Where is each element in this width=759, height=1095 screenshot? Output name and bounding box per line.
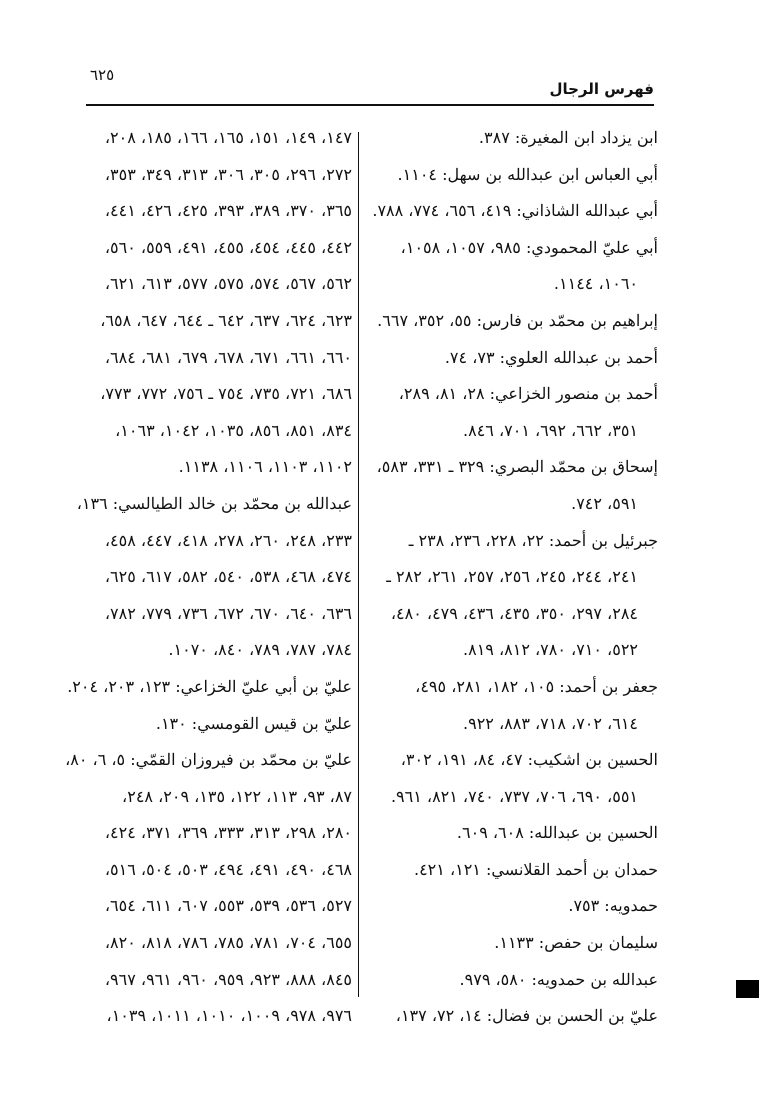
index-entry-line: ٧٨٤، ٧٨٧، ٧٨٩، ٨٤٠، ١٠٧٠. (168, 640, 352, 660)
index-entry-line: ٥٩١، ٧٤٢. (571, 493, 638, 513)
column-divider (358, 132, 359, 997)
index-entry-line: جعفر بن أحمد: ١٠٥، ١٨٢، ٢٨١، ٤٩٥، (415, 676, 658, 696)
index-entry-line: ٦٣٦، ٦٤٠، ٦٧٠، ٦٧٢، ٧٣٦، ٧٧٩، ٧٨٢، (104, 603, 352, 623)
index-entry-line: ٤٦٨، ٤٩٠، ٤٩١، ٤٩٤، ٥٠٣، ٥٠٤، ٥١٦، (104, 859, 352, 879)
index-entry-line: أبي العباس ابن عبدالله بن سهل: ١١٠٤. (397, 164, 658, 184)
index-entry-line: ٦٨٦، ٧٢١، ٧٣٥، ٧٥٤ ـ ٧٥٦، ٧٧٢، ٧٧٣، (100, 384, 352, 404)
index-entry-line: ٩٧٦، ٩٧٨، ١٠٠٩، ١٠١٠، ١٠١١، ١٠٣٩، (106, 1006, 352, 1026)
index-entry-line: ١٠٦٠، ١١٤٤. (553, 274, 638, 294)
index-column-right (366, 120, 658, 1035)
running-title: فهرس الرجال (549, 80, 654, 98)
index-entry-line: ٣٥١، ٦٦٢، ٦٩٢، ٧٠١، ٨٤٦. (463, 420, 638, 440)
page-header (86, 62, 654, 102)
index-entry-line: أحمد بن منصور الخزاعي: ٢٨، ٨١، ٢٨٩، (398, 384, 658, 404)
index-entry-line: عليّ بن قيس القومسي: ١٣٠. (155, 713, 352, 733)
index-entry-line: ٢٤١، ٢٤٤، ٢٤٥، ٢٥٦، ٢٥٧، ٢٦١، ٢٨٢ ـ (386, 567, 638, 587)
index-entry-line: ٢٨٤، ٢٩٧، ٣٥٠، ٤٣٥، ٤٣٦، ٤٧٩، ٤٨٠، (390, 603, 638, 623)
index-entry-line: عبدالله بن حمدويه: ٥٨٠، ٩٧٩. (459, 969, 658, 989)
index-entry-line: ٨٧، ٩٣، ١١٣، ١٢٢، ١٣٥، ٢٠٩، ٢٤٨، (122, 786, 352, 806)
index-entry-line: ٦٦٠، ٦٦١، ٦٧١، ٦٧٨، ٦٧٩، ٦٨١، ٦٨٤، (104, 347, 352, 367)
index-entry-line: ٨٤٥، ٨٨٨، ٩٢٣، ٩٥٩، ٩٦٠، ٩٦١، ٩٦٧، (104, 969, 352, 989)
index-column-left (65, 120, 352, 1035)
index-entry-line: ٤٤٢، ٤٤٥، ٤٥٤، ٤٥٥، ٤٩١، ٥٥٩، ٥٦٠، (104, 237, 352, 257)
index-entry-line: إسحاق بن محمّد البصري: ٣٢٩ ـ ٣٣١، ٥٨٣، (376, 457, 658, 477)
index-entry-line: عليّ بن أبي عليّ الخزاعي: ١٢٣، ٢٠٣، ٢٠٤. (67, 676, 352, 696)
index-entry-line: ٦٢٣، ٦٢٤، ٦٣٧، ٦٤٢ ـ ٦٤٤، ٦٤٧، ٦٥٨، (100, 310, 352, 330)
index-entry-line: ٣٦٥، ٣٧٠، ٣٨٩، ٣٩٣، ٤٢٥، ٤٢٦، ٤٤١، (104, 201, 352, 221)
index-entry-line: أبي عليّ المحمودي: ٩٨٥، ١٠٥٧، ١٠٥٨، (400, 237, 658, 257)
index-entry-line: عليّ بن محمّد بن فيروزان القمّي: ٥، ٦، ٨٠، (65, 750, 352, 770)
index-entry-line: عليّ بن الحسن بن فضال: ١٤، ٧٢، ١٣٧، (395, 1006, 658, 1026)
index-entry-line: ٤٧٤، ٤٦٨، ٥٣٨، ٥٤٠، ٥٨٢، ٦١٧، ٦٢٥، (104, 567, 352, 587)
index-entry-line: ٥٥١، ٦٩٠، ٧٠٦، ٧٣٧، ٧٤٠، ٨٢١، ٩٦١. (390, 786, 638, 806)
index-entry-line: ٢٧٢، ٢٩٦، ٣٠٥، ٣٠٦، ٣١٣، ٣٤٩، ٣٥٣، (104, 164, 352, 184)
index-entry-line: سليمان بن حفص: ١١٣٣. (494, 933, 658, 953)
index-entry-line: الحسين بن عبدالله: ٦٠٨، ٦٠٩. (456, 823, 658, 843)
page-number: ٦٢٥ (90, 66, 115, 84)
index-entry-line: الحسين بن اشكيب: ٤٧، ٨٤، ١٩١، ٣٠٢، (400, 750, 658, 770)
index-entry-line: إبراهيم بن محمّد بن فارس: ٥٥، ٣٥٢، ٦٦٧. (377, 310, 658, 330)
index-entry-line: ٥٢٧، ٥٣٦، ٥٣٩، ٥٥٣، ٦٠٧، ٦١١، ٦٥٤، (104, 896, 352, 916)
index-entry-line: ٦١٤، ٧٠٢، ٧١٨، ٨٨٣، ٩٢٢. (463, 713, 638, 733)
index-entry-line: عبدالله بن محمّد بن خالد الطيالسي: ١٣٦، (76, 493, 352, 513)
index-entry-line: ٢٨٠، ٢٩٨، ٣١٣، ٣٣٣، ٣٦٩، ٣٧١، ٤٢٤، (104, 823, 352, 843)
index-entry-line: ابن يزداد ابن المغيرة: ٣٨٧. (478, 128, 658, 147)
index-entry-line: ٥٦٢، ٥٦٧، ٥٧٤، ٥٧٥، ٥٧٧، ٦١٣، ٦٢١، (104, 274, 352, 294)
index-entry-line: ٢٣٣، ٢٤٨، ٢٦٠، ٢٧٨، ٤١٨، ٤٤٧، ٤٥٨، (104, 530, 352, 550)
index-entry-line: أبي عبدالله الشاذاني: ٤١٩، ٦٥٦، ٧٧٤، ٧٨٨. (372, 201, 658, 221)
index-entry-line: ٥٢٢، ٧١٠، ٧٨٠، ٨١٢، ٨١٩. (463, 640, 638, 660)
index-entry-line: أحمد بن عبدالله العلوي: ٧٣، ٧٤. (444, 347, 658, 367)
index-entry-line: ١١٠٢، ١١٠٣، ١١٠٦، ١١٣٨. (178, 457, 352, 477)
header-rule (86, 104, 654, 106)
index-entry-line: حمدان بن أحمد القلانسي: ١٢١، ٤٢١. (413, 859, 658, 879)
index-entry-line: ١٤٧، ١٤٩، ١٥١، ١٦٥، ١٦٦، ١٨٥، ٢٠٨، (104, 128, 352, 147)
index-entry-line: ٦٥٥، ٧٠٤، ٧٨١، ٧٨٥، ٧٨٦، ٨١٨، ٨٢٠، (104, 933, 352, 953)
index-entry-line: جبرئيل بن أحمد: ٢٢، ٢٢٨، ٢٣٦، ٢٣٨ ـ (408, 530, 658, 550)
index-entry-line: ٨٣٤، ٨٥١، ٨٥٦، ١٠٣٥، ١٠٤٢، ١٠٦٣، (115, 420, 352, 440)
thumb-index-tab (736, 980, 759, 998)
index-entry-line: حمدويه: ٧٥٣. (568, 896, 658, 916)
